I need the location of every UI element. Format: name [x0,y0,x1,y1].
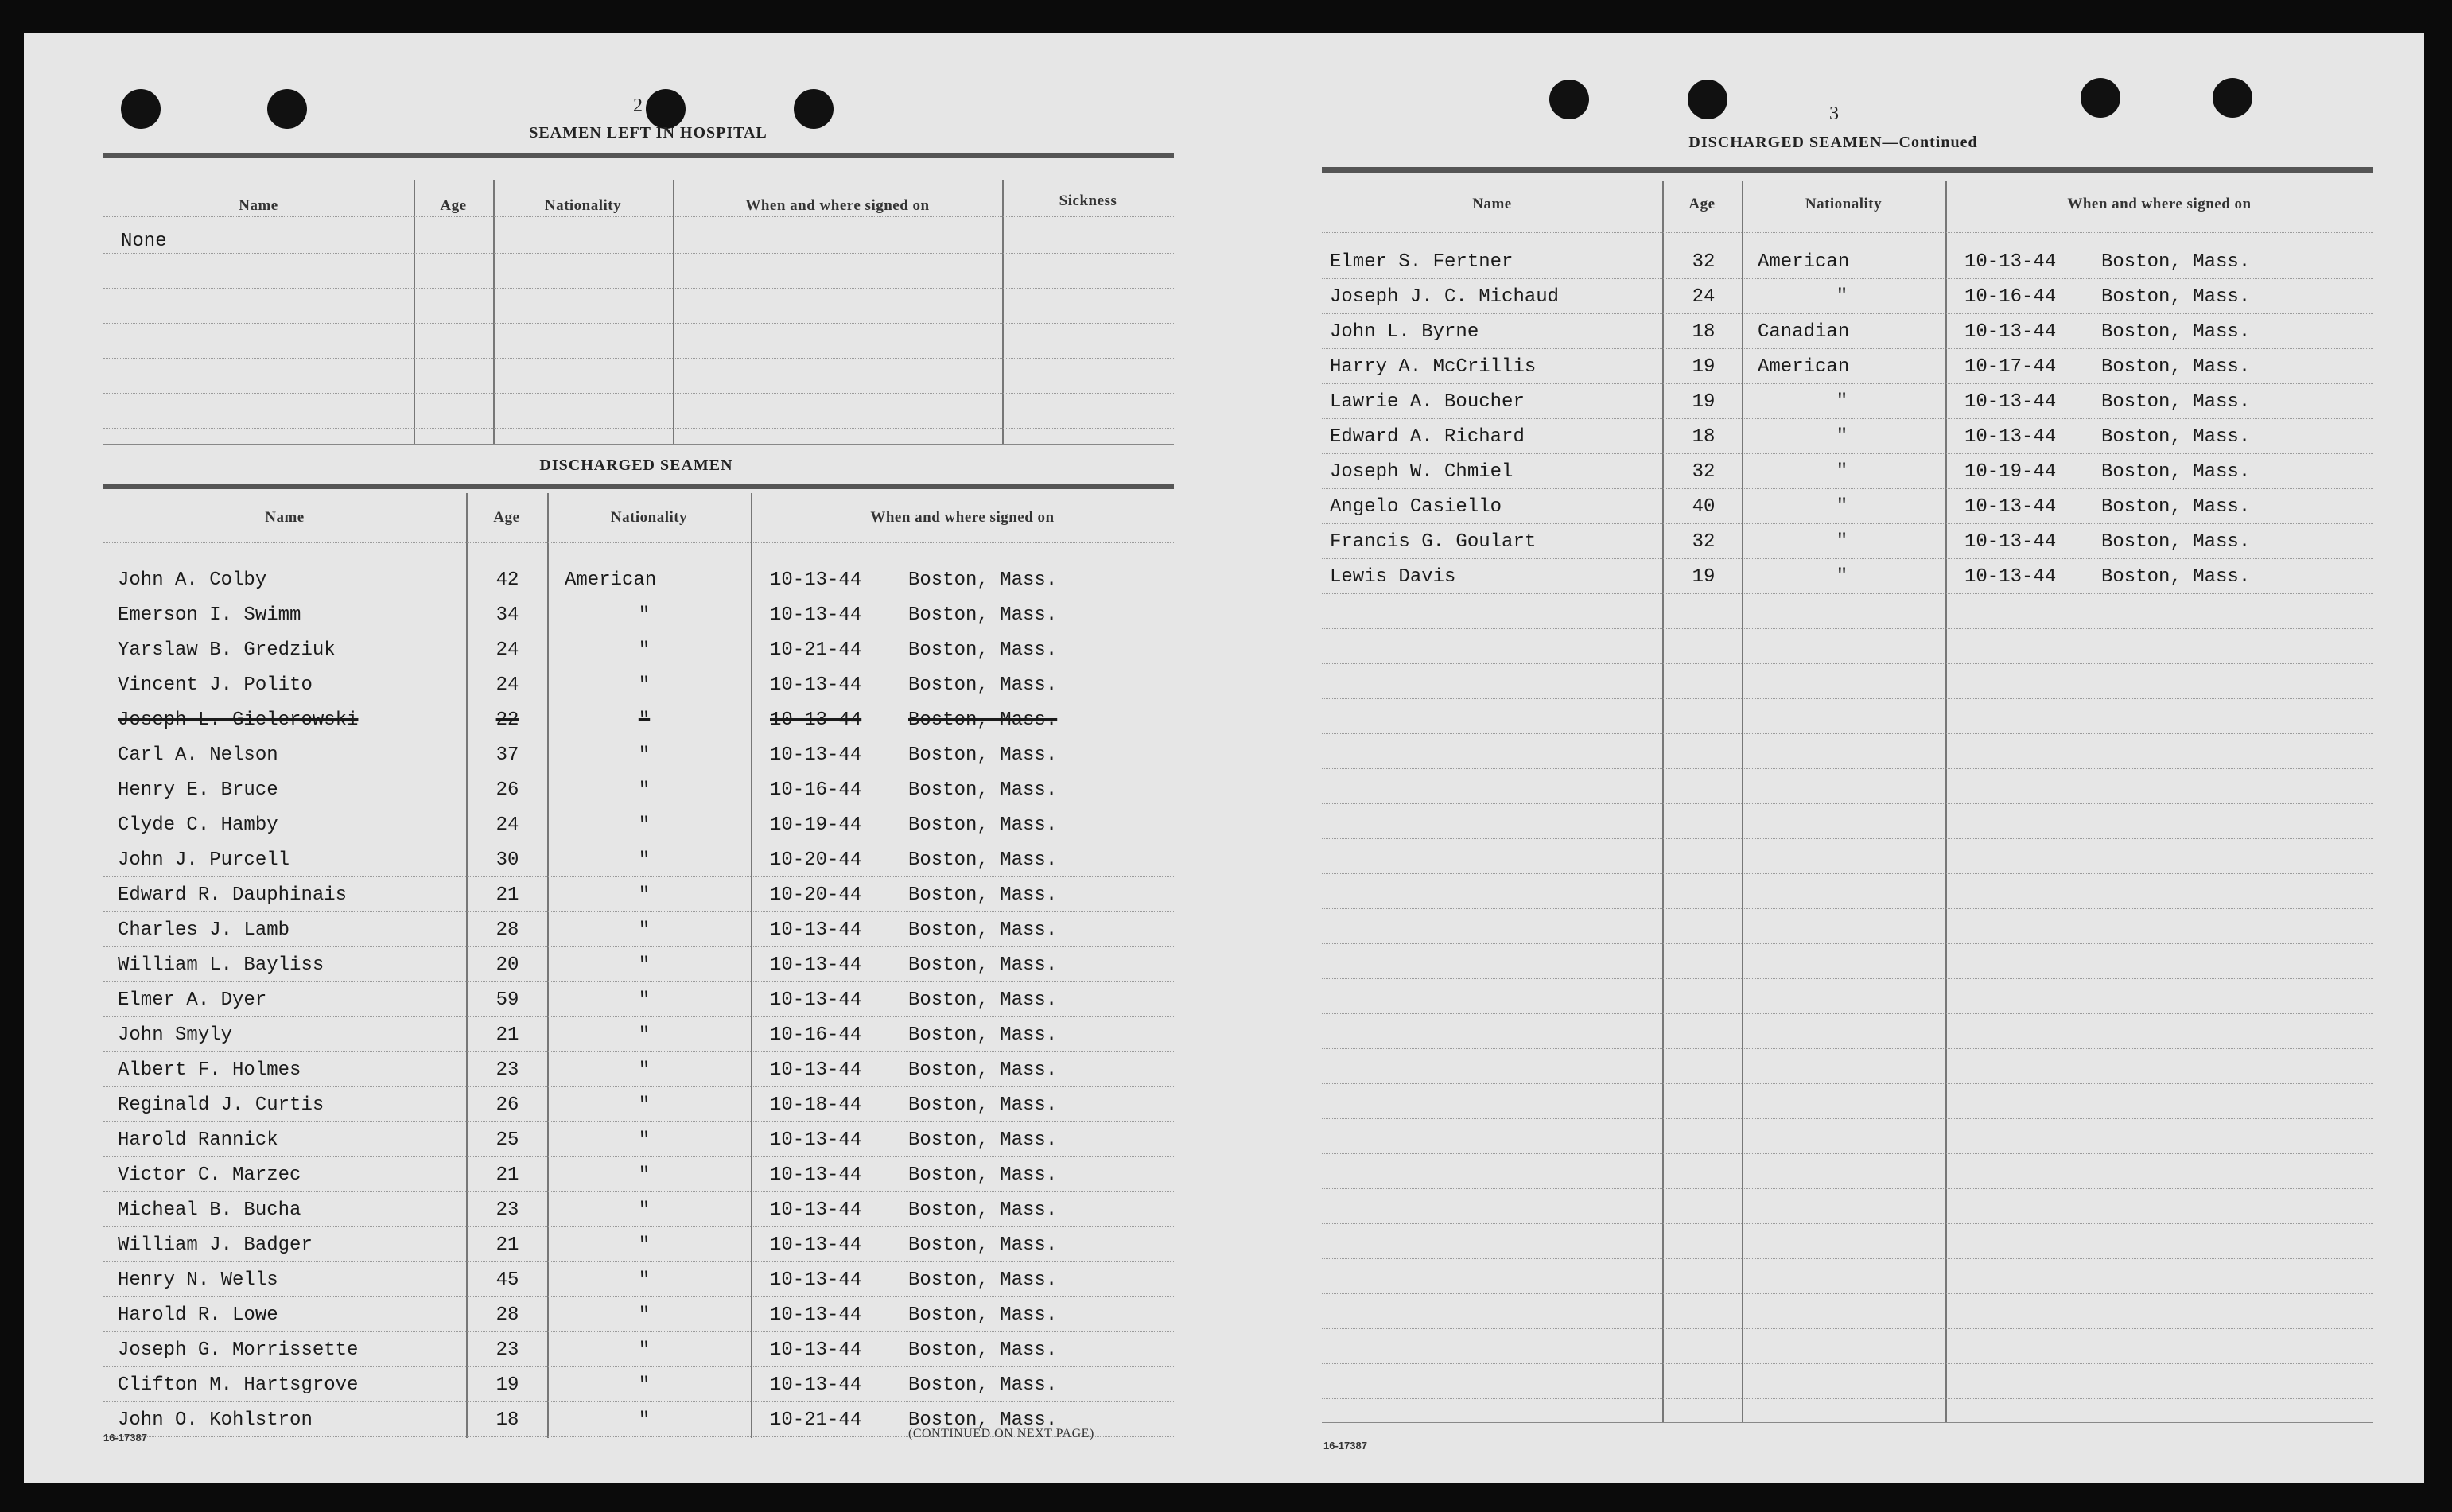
row-rule [1322,1188,2373,1190]
row-rule [1322,593,2373,595]
signed-on-place: Boston, Mass. [908,674,1058,696]
left-page [24,33,1217,1483]
row-rule [103,842,1174,843]
seaman-nationality: " [638,1269,651,1291]
seaman-age: 40 [1692,496,1716,518]
signed-on-date: 10-13-44 [770,709,862,731]
signed-on-date: 10-16-44 [1964,286,2057,308]
seaman-nationality: " [1836,426,1848,448]
row-rule [103,1016,1174,1018]
seaman-age: 30 [495,849,519,871]
signed-on-place: Boston, Mass. [2101,286,2251,308]
row-rule [1322,1153,2373,1155]
signed-on-place: Boston, Mass. [908,1234,1058,1256]
column-header: When and where signed on [870,509,1055,526]
column-divider [493,180,495,444]
seaman-name: Edward R. Dauphinais [118,884,348,906]
seaman-name: Lawrie A. Boucher [1330,391,1525,413]
row-rule [103,393,1174,395]
seaman-nationality: " [638,814,651,836]
seaman-nationality: " [638,849,651,871]
seaman-age: 32 [1692,531,1716,553]
signed-on-place: Boston, Mass. [908,814,1058,836]
row-rule [103,632,1174,633]
seaman-age: 32 [1692,461,1716,483]
signed-on-date: 10-13-44 [770,1339,862,1361]
row-rule [1322,1013,2373,1015]
seaman-name: Harry A. McCrillis [1330,356,1537,378]
seaman-nationality: " [638,744,651,766]
signed-on-place: Boston, Mass. [908,1129,1058,1151]
row-rule [1322,733,2373,735]
seaman-age: 26 [495,1094,519,1116]
column-divider [1742,181,1743,1422]
seaman-name: Clifton M. Hartsgrove [118,1374,359,1396]
right-page [1217,33,2424,1483]
top-rule [1322,167,2373,173]
row-rule [103,1331,1174,1333]
seaman-age: 18 [1692,426,1716,448]
column-header: Name [265,509,305,526]
row-rule [1322,803,2373,805]
column-header: Nationality [1805,196,1883,212]
signed-on-date: 10-13-44 [770,674,862,696]
seaman-age: 19 [495,1374,519,1396]
signed-on-date: 10-13-44 [770,1164,862,1186]
seaman-age: 59 [495,989,519,1011]
signed-on-date: 10-13-44 [1964,566,2057,588]
signed-on-date: 10-13-44 [770,744,862,766]
seaman-name: Edward A. Richard [1330,426,1525,448]
signed-on-place: Boston, Mass. [2101,461,2251,483]
seaman-nationality: " [638,779,651,801]
row-rule [1322,1363,2373,1365]
seaman-name: Reginald J. Curtis [118,1094,324,1116]
seaman-name: Joseph J. C. Michaud [1330,286,1560,308]
signed-on-place: Boston, Mass. [2101,566,2251,588]
seaman-nationality: American [1758,356,1850,378]
seaman-nationality: " [638,1129,651,1151]
seaman-nationality: " [638,1234,651,1256]
seaman-name: Henry E. Bruce [118,779,278,801]
seaman-nationality: " [1836,496,1848,518]
seaman-age: 34 [495,604,519,626]
signed-on-place: Boston, Mass. [908,709,1058,731]
row-rule [103,253,1174,255]
seaman-name: Victor C. Marzec [118,1164,301,1186]
seaman-nationality: " [638,1094,651,1116]
signed-on-place: Boston, Mass. [908,1339,1058,1361]
signed-on-place: Boston, Mass. [2101,251,2251,273]
seaman-nationality: " [638,1024,651,1046]
seaman-age: 25 [495,1129,519,1151]
column-header: Nationality [544,197,622,214]
row-rule [1322,313,2373,315]
signed-on-place: Boston, Mass. [2101,531,2251,553]
seaman-age: 32 [1692,251,1716,273]
signed-on-date: 10-13-44 [770,919,862,941]
signed-on-place: Boston, Mass. [908,919,1058,941]
signed-on-place: Boston, Mass. [2101,496,2251,518]
seaman-name: John A. Colby [118,569,267,591]
page-number: 3 [1829,103,1839,124]
column-divider [1002,180,1004,444]
column-divider [673,180,674,444]
row-rule [103,1121,1174,1123]
signed-on-place: Boston, Mass. [2101,391,2251,413]
signed-on-date: 10-20-44 [770,849,862,871]
row-rule [103,1296,1174,1298]
column-header: Age [440,197,467,214]
seaman-nationality: " [638,884,651,906]
continued-note: (CONTINUED ON NEXT PAGE) [908,1427,1094,1440]
row-rule [103,428,1174,430]
row-rule [103,876,1174,878]
row-rule [1322,1083,2373,1085]
row-rule [103,1156,1174,1158]
seaman-name: Albert F. Holmes [118,1059,301,1081]
signed-on-place: Boston, Mass. [908,1304,1058,1326]
seaman-age: 37 [495,744,519,766]
row-rule [103,1226,1174,1228]
seaman-age: 23 [495,1059,519,1081]
signed-on-date: 10-16-44 [770,1024,862,1046]
row-rule [1322,278,2373,280]
column-header: Name [1472,196,1512,212]
signed-on-place: Boston, Mass. [908,779,1058,801]
seaman-name: John J. Purcell [118,849,290,871]
seaman-age: 24 [1692,286,1716,308]
seaman-name: Francis G. Goulart [1330,531,1537,553]
seaman-name: Elmer S. Fertner [1330,251,1514,273]
seaman-nationality: " [1836,461,1848,483]
signed-on-date: 10-19-44 [770,814,862,836]
signed-on-date: 10-13-44 [770,1269,862,1291]
header-rule [1322,232,2373,234]
seaman-nationality: " [638,1199,651,1221]
seaman-nationality: American [565,569,657,591]
seaman-nationality: " [638,1374,651,1396]
seaman-age: 19 [1692,356,1716,378]
row-rule [103,702,1174,703]
seaman-age: 23 [495,1199,519,1221]
row-rule [103,981,1174,983]
signed-on-place: Boston, Mass. [908,849,1058,871]
signed-on-date: 10-21-44 [770,639,862,661]
column-divider [1945,181,1947,1422]
row-rule [103,358,1174,360]
row-rule [1322,663,2373,665]
seaman-name: Micheal B. Bucha [118,1199,301,1221]
row-rule [103,288,1174,290]
row-rule [1322,978,2373,980]
top-rule [103,153,1174,158]
row-rule [1322,1118,2373,1120]
seaman-nationality: " [1836,566,1848,588]
signed-on-date: 10-13-44 [770,1199,862,1221]
row-rule [1322,698,2373,700]
row-rule [1322,1223,2373,1225]
row-rule [1322,488,2373,490]
seaman-age: 24 [495,674,519,696]
seaman-name: Charles J. Lamb [118,919,290,941]
discharged-rule [103,484,1174,489]
seaman-nationality: " [1836,286,1848,308]
seaman-name: Carl A. Nelson [118,744,278,766]
row-rule [103,1086,1174,1088]
seaman-nationality: " [638,1304,651,1326]
signed-on-date: 10-19-44 [1964,461,2057,483]
seaman-age: 18 [495,1409,519,1431]
seaman-nationality: Canadian [1758,321,1850,343]
seaman-age: 26 [495,779,519,801]
signed-on-date: 10-13-44 [1964,321,2057,343]
row-rule [1322,523,2373,525]
seaman-age: 22 [495,709,519,731]
discharged-section-title: DISCHARGED SEAMEN [539,457,733,474]
seaman-age: 45 [495,1269,519,1291]
column-header: Sickness [1059,192,1117,209]
row-rule [103,737,1174,738]
signed-on-place: Boston, Mass. [908,989,1058,1011]
seaman-nationality: " [638,604,651,626]
form-number: 16-17387 [1323,1440,1367,1452]
signed-on-date: 10-13-44 [770,1059,862,1081]
signed-on-date: 10-20-44 [770,884,862,906]
signed-on-date: 10-13-44 [770,1374,862,1396]
seaman-nationality: " [638,1164,651,1186]
row-rule [1322,628,2373,630]
row-rule [1322,383,2373,385]
signed-on-place: Boston, Mass. [908,884,1058,906]
seaman-name: Elmer A. Dyer [118,989,267,1011]
seaman-name: Emerson I. Swimm [118,604,301,626]
seaman-nationality: " [638,1339,651,1361]
document-sheet [24,33,2424,1483]
seaman-age: 24 [495,639,519,661]
signed-on-place: Boston, Mass. [908,1164,1058,1186]
header-rule [103,216,1174,218]
seaman-name: Angelo Casiello [1330,496,1502,518]
signed-on-date: 10-13-44 [770,1304,862,1326]
row-rule [1322,1293,2373,1295]
seaman-name: Clyde C. Hamby [118,814,278,836]
seaman-name: Joseph L. Gielerowski [118,709,359,731]
signed-on-place: Boston, Mass. [908,1024,1058,1046]
signed-on-place: Boston, Mass. [2101,321,2251,343]
seaman-age: 42 [495,569,519,591]
signed-on-date: 10-13-44 [1964,496,2057,518]
column-header: Name [239,197,278,214]
seaman-age: 21 [495,1024,519,1046]
row-rule [103,807,1174,808]
signed-on-date: 10-13-44 [1964,426,2057,448]
bottom-rule [1322,1422,2373,1423]
signed-on-place: Boston, Mass. [908,954,1058,976]
row-rule [103,667,1174,668]
signed-on-place: Boston, Mass. [2101,426,2251,448]
column-divider [414,180,415,444]
seaman-age: 21 [495,884,519,906]
seaman-age: 18 [1692,321,1716,343]
row-rule [1322,1048,2373,1050]
seaman-nationality: " [638,954,651,976]
column-header: Age [493,509,520,526]
seaman-age: 28 [495,919,519,941]
seaman-name: John Smyly [118,1024,233,1046]
row-rule [1322,838,2373,840]
row-rule [1322,768,2373,770]
row-rule [1322,1328,2373,1330]
signed-on-date: 10-13-44 [1964,531,2057,553]
row-rule [103,323,1174,325]
row-rule [103,1401,1174,1403]
header-rule [103,542,1174,544]
signed-on-date: 10-13-44 [770,989,862,1011]
signed-on-date: 10-13-44 [770,569,862,591]
row-rule [1322,943,2373,945]
signed-on-date: 10-13-44 [1964,391,2057,413]
signed-on-place: Boston, Mass. [908,569,1058,591]
seaman-age: 21 [495,1234,519,1256]
row-rule [103,1261,1174,1263]
row-rule [1322,453,2373,455]
signed-on-date: 10-16-44 [770,779,862,801]
seaman-age: 20 [495,954,519,976]
seaman-name: William J. Badger [118,1234,313,1256]
seaman-name: Yarslaw B. Gredziuk [118,639,336,661]
seaman-age: 19 [1692,391,1716,413]
column-divider [1662,181,1664,1422]
seaman-name: Harold R. Lowe [118,1304,278,1326]
column-header: When and where signed on [745,197,930,214]
seaman-name: Henry N. Wells [118,1269,278,1291]
page-number: 2 [633,95,643,116]
seaman-name: William L. Bayliss [118,954,324,976]
continued-section-title: DISCHARGED SEAMEN—Continued [1688,134,1978,151]
row-rule [1322,418,2373,420]
seaman-name: Harold Rannick [118,1129,278,1151]
seaman-nationality: " [638,989,651,1011]
form-number: 16-17387 [103,1432,147,1444]
row-rule [103,1366,1174,1368]
signed-on-place: Boston, Mass. [2101,356,2251,378]
signed-on-date: 10-13-44 [770,1129,862,1151]
seaman-nationality: " [638,639,651,661]
seaman-name: John O. Kohlstron [118,1409,313,1431]
signed-on-date: 10-17-44 [1964,356,2057,378]
seaman-nationality: " [638,1409,651,1431]
column-header: When and where signed on [2067,196,2252,212]
seaman-name: Lewis Davis [1330,566,1456,588]
row-rule [1322,558,2373,560]
signed-on-place: Boston, Mass. [908,604,1058,626]
seaman-age: 24 [495,814,519,836]
seaman-name: Joseph W. Chmiel [1330,461,1514,483]
row-rule [1322,348,2373,350]
signed-on-date: 10-18-44 [770,1094,862,1116]
seaman-nationality: " [1836,531,1848,553]
hospital-section-title: SEAMEN LEFT IN HOSPITAL [529,124,767,142]
seaman-age: 28 [495,1304,519,1326]
seaman-name: John L. Byrne [1330,321,1479,343]
hospital-entry: None [121,231,167,252]
signed-on-place: Boston, Mass. [908,1094,1058,1116]
signed-on-place: Boston, Mass. [908,1409,1058,1431]
signed-on-place: Boston, Mass. [908,744,1058,766]
signed-on-date: 10-13-44 [770,954,862,976]
seaman-nationality: " [638,919,651,941]
row-rule [103,1051,1174,1053]
column-header: Nationality [610,509,688,526]
bottom-rule [103,444,1174,445]
seaman-nationality: " [638,674,651,696]
signed-on-date: 10-13-44 [770,1234,862,1256]
signed-on-place: Boston, Mass. [908,1059,1058,1081]
row-rule [103,1191,1174,1193]
row-rule [1322,873,2373,875]
row-rule [1322,1258,2373,1260]
column-header: Age [1688,196,1716,212]
signed-on-place: Boston, Mass. [908,1269,1058,1291]
seaman-nationality: " [638,1059,651,1081]
row-rule [103,946,1174,948]
seaman-name: Vincent J. Polito [118,674,313,696]
seaman-age: 19 [1692,566,1716,588]
signed-on-date: 10-21-44 [770,1409,862,1431]
seaman-name: Joseph G. Morrissette [118,1339,359,1361]
seaman-age: 23 [495,1339,519,1361]
row-rule [1322,908,2373,910]
row-rule [1322,1398,2373,1400]
row-rule [103,597,1174,598]
signed-on-date: 10-13-44 [1964,251,2057,273]
row-rule [103,911,1174,913]
row-rule [103,772,1174,773]
signed-on-date: 10-13-44 [770,604,862,626]
seaman-age: 21 [495,1164,519,1186]
seaman-nationality: " [1836,391,1848,413]
signed-on-place: Boston, Mass. [908,639,1058,661]
seaman-nationality: " [638,709,651,731]
signed-on-place: Boston, Mass. [908,1374,1058,1396]
seaman-nationality: American [1758,251,1850,273]
signed-on-place: Boston, Mass. [908,1199,1058,1221]
